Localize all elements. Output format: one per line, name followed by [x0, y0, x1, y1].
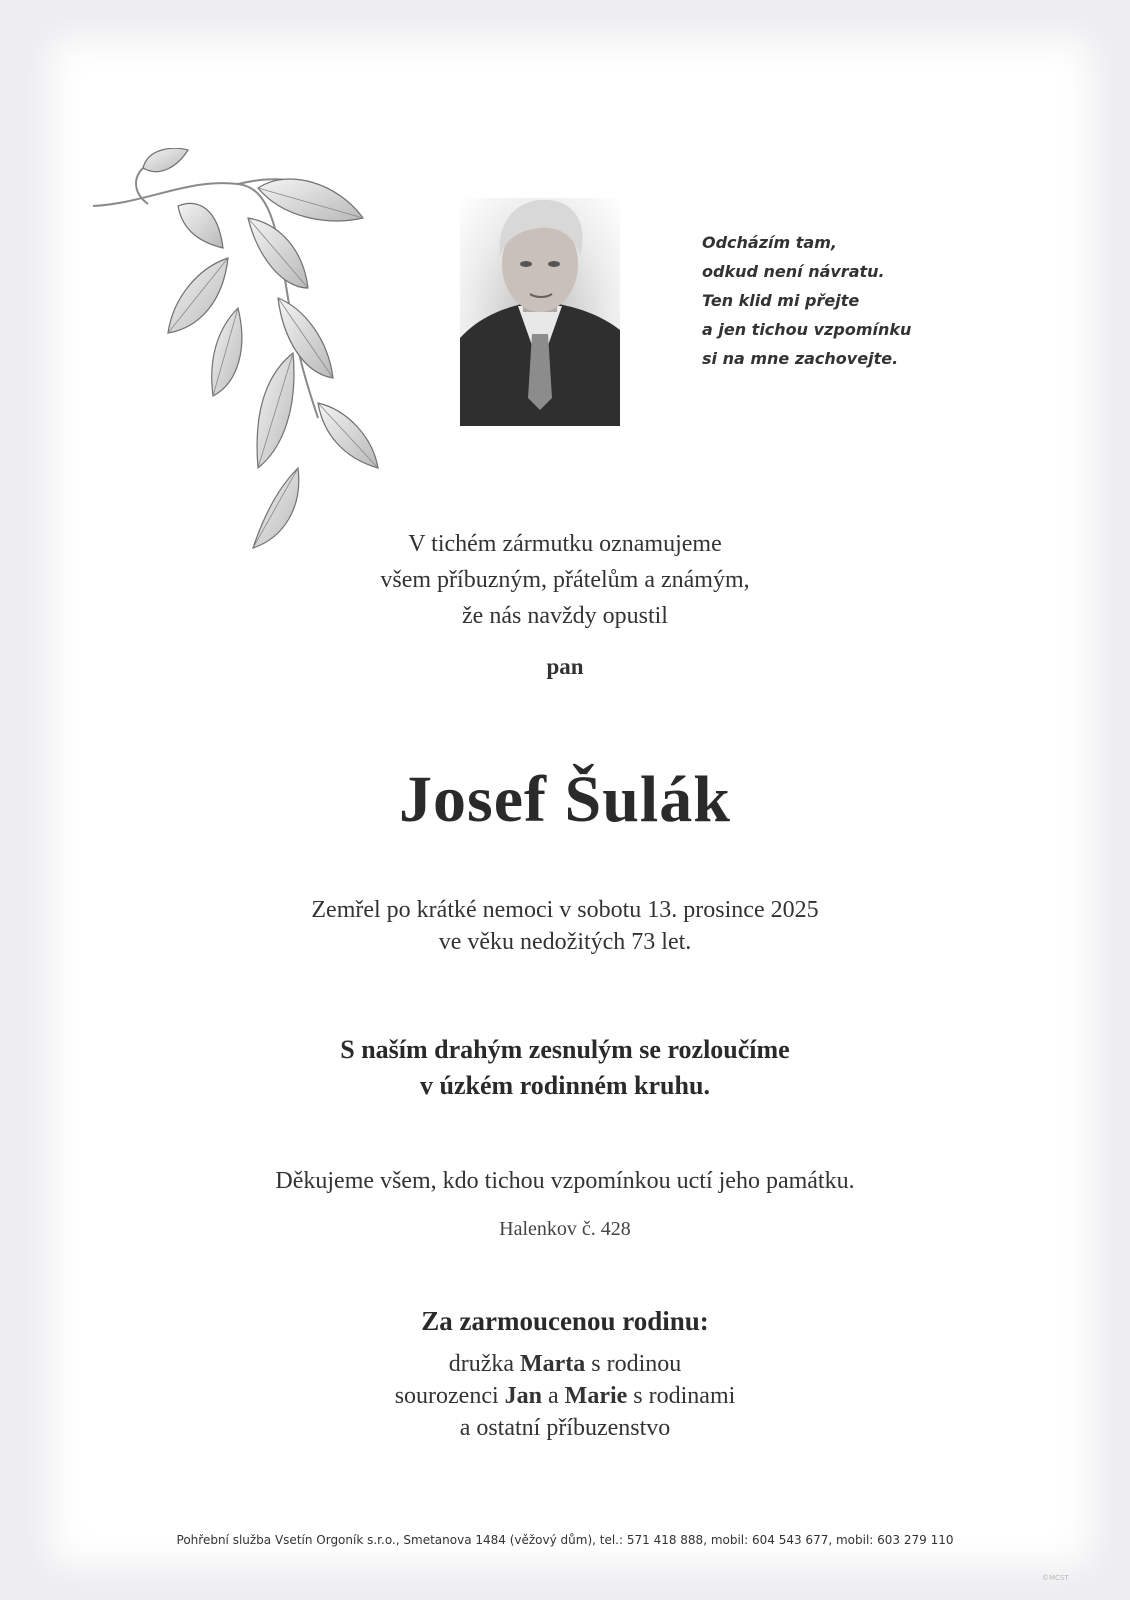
honorific: pan	[546, 654, 584, 679]
death-details	[0, 894, 1130, 958]
family-line-relatives: a ostatní příbuzenstvo	[459, 1415, 671, 1441]
farewell-notice	[0, 1032, 1130, 1104]
announcement-line: že nás navždy opustil	[462, 603, 668, 629]
family-line-siblings: sourozenci Jan a Marie s rodinami	[394, 1383, 736, 1409]
portrait-silhouette	[460, 198, 620, 426]
family-member-name: Marie	[564, 1383, 628, 1409]
poem-line: odkud není návratu.	[702, 262, 885, 281]
farewell-line: v úzkém rodinném kruhu.	[420, 1071, 710, 1100]
announcement-line: všem příbuzným, přátelům a známým,	[380, 567, 750, 593]
portrait-photo	[460, 198, 620, 426]
family-heading: Za zarmoucenou rodinu:	[421, 1306, 709, 1336]
leaf-branch-ornament	[88, 148, 398, 568]
memorial-poem	[702, 228, 911, 373]
poem-line: Ten klid mi přejte	[702, 291, 860, 310]
poem-line: si na mne zachovejte.	[702, 349, 899, 368]
death-line: Zemřel po krátké nemoci v sobotu 13. prosince 2025	[311, 897, 819, 923]
funeral-service-footer: Pohřební služba Vsetín Orgoník s.r.o., Smetanova 1484 (věžový dům), tel.: 571 418 888, mobil: 604 543 677, mobil: 603 279 110	[176, 1533, 954, 1547]
death-line: ve věku nedožitých 73 let.	[438, 929, 692, 955]
announcement-text	[0, 526, 1130, 634]
announcement-line: V tichém zármutku oznamujeme	[408, 531, 722, 557]
deceased-name: Josef Šulák	[399, 763, 731, 836]
poem-line: Odcházím tam,	[702, 233, 837, 252]
address: Halenkov č. 428	[499, 1218, 631, 1240]
farewell-line: S naším drahým zesnulým se rozloučíme	[340, 1035, 790, 1064]
family-line-partner: družka Marta s rodinou	[448, 1351, 682, 1377]
watermark: ©MCST	[1042, 1574, 1069, 1582]
thanks-text: Děkujeme všem, kdo tichou vzpomínkou uctí jeho památku.	[275, 1168, 855, 1194]
family-member-name: Marta	[520, 1351, 586, 1377]
family-list	[0, 1348, 1130, 1444]
family-member-name: Jan	[504, 1383, 543, 1409]
poem-line: a jen tichou vzpomínku	[702, 320, 912, 339]
